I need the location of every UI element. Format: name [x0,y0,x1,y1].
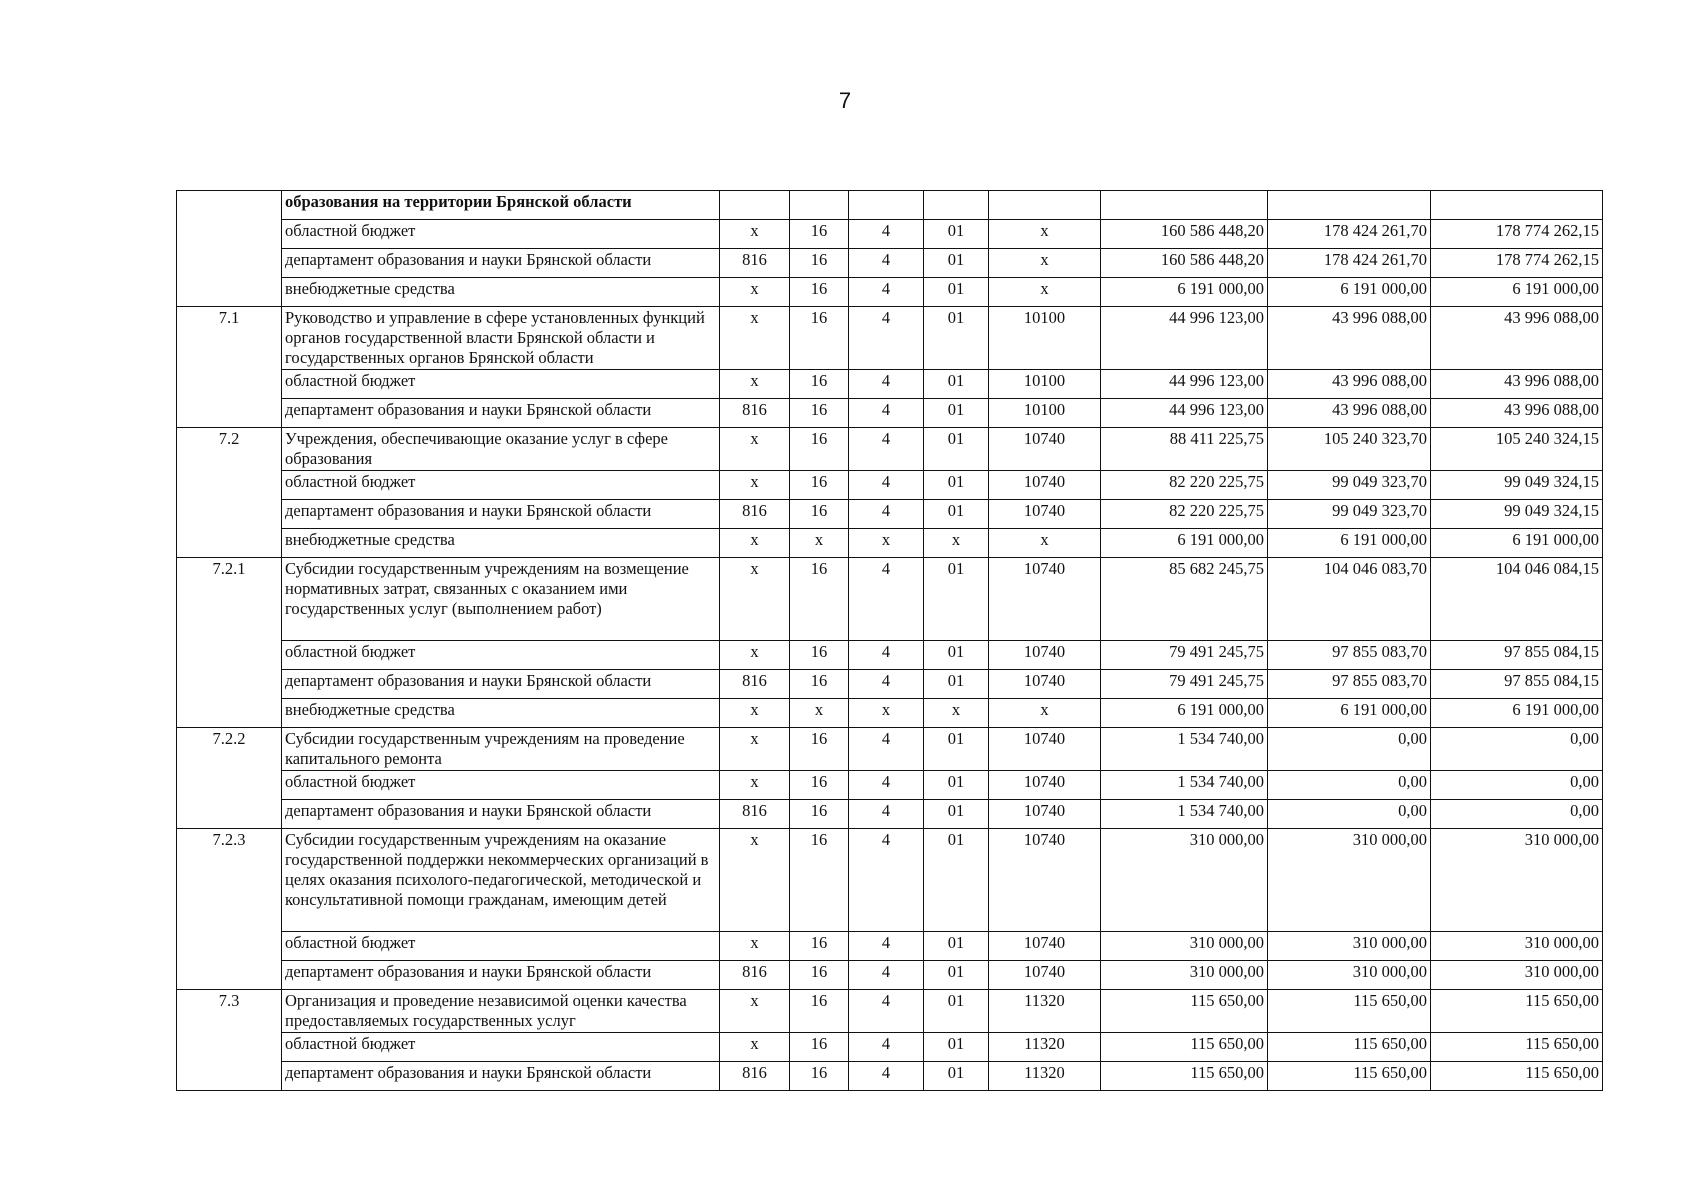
code-direction: х [989,699,1101,728]
code-direction: 10740 [989,728,1101,771]
code-program: 16 [790,500,849,529]
code-subprogram: х [849,699,924,728]
budget-table [176,190,1603,1091]
amount-year-1: 6 191 000,00 [1101,278,1268,307]
code-direction: 10740 [989,932,1101,961]
amount-year-2: 99 049 323,70 [1268,471,1431,500]
code-grbs: х [720,558,790,641]
amount-year-1: 160 586 448,20 [1101,220,1268,249]
code-main-event: 01 [924,961,989,990]
code-program: 16 [790,961,849,990]
amount-year-1: 160 586 448,20 [1101,249,1268,278]
amount-year-3: 99 049 324,15 [1431,500,1603,529]
amount-year-3: 97 855 084,15 [1431,641,1603,670]
code-grbs: х [720,220,790,249]
code-subprogram: 4 [849,932,924,961]
code-subprogram: х [849,529,924,558]
code-program: 16 [790,932,849,961]
amount-year-2: 310 000,00 [1268,932,1431,961]
amount-year-3: 99 049 324,15 [1431,471,1603,500]
code-program: 16 [790,829,849,932]
amount-year-1: 85 682 245,75 [1101,558,1268,641]
amount-year-3: 0,00 [1431,800,1603,829]
amount-year-1: 44 996 123,00 [1101,307,1268,370]
amount-year-1: 79 491 245,75 [1101,670,1268,699]
code-main-event: х [924,699,989,728]
code-subprogram: 4 [849,771,924,800]
code-program: 16 [790,1062,849,1091]
table-row [177,471,1603,500]
amount-year-1: 1 534 740,00 [1101,800,1268,829]
amount-year-3: 115 650,00 [1431,990,1603,1033]
row-title: областной бюджет [282,471,720,500]
table-row [177,932,1603,961]
code-main-event: 01 [924,278,989,307]
code-grbs: х [720,990,790,1033]
code-program: 16 [790,220,849,249]
table-body [177,191,1603,1091]
code-subprogram: 4 [849,428,924,471]
amount-year-1: 1 534 740,00 [1101,771,1268,800]
code-program: 16 [790,990,849,1033]
amount-year-3: 310 000,00 [1431,932,1603,961]
code-subprogram: 4 [849,278,924,307]
row-number: 7.3 [177,990,282,1091]
table-row [177,728,1603,771]
table-row [177,278,1603,307]
amount-year-1: 115 650,00 [1101,1033,1268,1062]
amount-year-2: 43 996 088,00 [1268,370,1431,399]
code-program: 16 [790,249,849,278]
code-direction: х [989,220,1101,249]
row-title: департамент образования и науки Брянской области [282,249,720,278]
code-main-event: 01 [924,728,989,771]
code-subprogram: 4 [849,829,924,932]
code-main-event: 01 [924,771,989,800]
code-subprogram: 4 [849,1033,924,1062]
code-grbs: 816 [720,500,790,529]
amount-year-2: 105 240 323,70 [1268,428,1431,471]
row-number [177,191,282,307]
code-direction: х [989,278,1101,307]
code-direction: 10740 [989,670,1101,699]
code-main-event: 01 [924,670,989,699]
amount-year-3: 115 650,00 [1431,1033,1603,1062]
amount-year-2: 0,00 [1268,728,1431,771]
row-title: Руководство и управление в сфере установленных функций органов государственной власти Брянской области и государственных органов Брянской области [282,307,720,370]
code-main-event: 01 [924,1033,989,1062]
code-grbs: х [720,278,790,307]
code-subprogram: 4 [849,249,924,278]
row-number: 7.2 [177,428,282,558]
code-grbs: х [720,728,790,771]
amount-year-3: 178 774 262,15 [1431,220,1603,249]
table-row [177,529,1603,558]
code-grbs: х [720,699,790,728]
code-program: 16 [790,399,849,428]
row-title: областной бюджет [282,220,720,249]
code-subprogram: 4 [849,399,924,428]
code-direction: 10740 [989,800,1101,829]
row-title: областной бюджет [282,370,720,399]
amount-year-1: 310 000,00 [1101,961,1268,990]
code-main-event: 01 [924,249,989,278]
table-row [177,220,1603,249]
amount-year-3: 310 000,00 [1431,961,1603,990]
code-program: 16 [790,370,849,399]
code-subprogram: 4 [849,990,924,1033]
code-grbs: 816 [720,670,790,699]
code-main-event: 01 [924,558,989,641]
code-program: х [790,529,849,558]
amount-year-3: 43 996 088,00 [1431,307,1603,370]
code-direction: 10100 [989,399,1101,428]
code-grbs: х [720,370,790,399]
row-title: департамент образования и науки Брянской области [282,670,720,699]
amount-year-2: 97 855 083,70 [1268,641,1431,670]
amount-year-2: 115 650,00 [1268,990,1431,1033]
amount-year-2: 99 049 323,70 [1268,500,1431,529]
amount-year-2: 310 000,00 [1268,961,1431,990]
amount-year-3: 310 000,00 [1431,829,1603,932]
amount-year-2: 6 191 000,00 [1268,699,1431,728]
code-program: 16 [790,771,849,800]
amount-year-1: 115 650,00 [1101,1062,1268,1091]
code-grbs: х [720,641,790,670]
code-grbs: х [720,471,790,500]
row-title: Субсидии государственным учреждениям на проведение капитального ремонта [282,728,720,771]
code-main-event: 01 [924,370,989,399]
code-direction: 10740 [989,471,1101,500]
row-title: Организация и проведение независимой оценки качества предоставляемых государственных услуг [282,990,720,1033]
code-main-event: 01 [924,307,989,370]
amount-year-2: 97 855 083,70 [1268,670,1431,699]
code-main-event [924,191,989,220]
code-subprogram: 4 [849,370,924,399]
amount-year-1: 6 191 000,00 [1101,699,1268,728]
code-grbs: 816 [720,1062,790,1091]
amount-year-1: 82 220 225,75 [1101,500,1268,529]
code-subprogram: 4 [849,500,924,529]
row-title: департамент образования и науки Брянской области [282,800,720,829]
amount-year-3: 97 855 084,15 [1431,670,1603,699]
amount-year-2: 104 046 083,70 [1268,558,1431,641]
amount-year-2: 43 996 088,00 [1268,307,1431,370]
code-grbs: х [720,932,790,961]
code-program [790,191,849,220]
code-program: 16 [790,278,849,307]
amount-year-3: 0,00 [1431,771,1603,800]
code-subprogram: 4 [849,558,924,641]
code-program: 16 [790,428,849,471]
row-number: 7.1 [177,307,282,428]
code-subprogram: 4 [849,728,924,771]
row-title: Субсидии государственным учреждениям на оказание государственной поддержки некоммерческих организаций в целях оказания психолого-педагогической, методической и консультативной помощи гражданам, имеющим детей [282,829,720,932]
code-main-event: 01 [924,1062,989,1091]
code-grbs: х [720,428,790,471]
amount-year-1: 310 000,00 [1101,829,1268,932]
row-title: областной бюджет [282,641,720,670]
row-title: внебюджетные средства [282,529,720,558]
code-subprogram: 4 [849,1062,924,1091]
code-program: 16 [790,670,849,699]
table-row [177,307,1603,370]
amount-year-2: 115 650,00 [1268,1062,1431,1091]
amount-year-1: 79 491 245,75 [1101,641,1268,670]
row-title: департамент образования и науки Брянской области [282,1062,720,1091]
amount-year-1: 44 996 123,00 [1101,370,1268,399]
code-grbs: 816 [720,249,790,278]
row-title: областной бюджет [282,932,720,961]
amount-year-2 [1268,191,1431,220]
code-main-event: 01 [924,800,989,829]
code-direction: 10740 [989,641,1101,670]
page-number: 7 [838,88,852,113]
code-subprogram: 4 [849,641,924,670]
amount-year-3: 178 774 262,15 [1431,249,1603,278]
row-number: 7.2.2 [177,728,282,829]
code-program: 16 [790,641,849,670]
amount-year-2: 6 191 000,00 [1268,529,1431,558]
amount-year-2: 310 000,00 [1268,829,1431,932]
row-title: департамент образования и науки Брянской области [282,961,720,990]
code-direction: 10740 [989,428,1101,471]
row-number: 7.2.3 [177,829,282,990]
code-direction: 10100 [989,370,1101,399]
code-subprogram: 4 [849,307,924,370]
row-title: департамент образования и науки Брянской области [282,399,720,428]
code-direction: 10740 [989,829,1101,932]
code-direction: 11320 [989,990,1101,1033]
code-main-event: 01 [924,500,989,529]
table-row [177,800,1603,829]
code-grbs: 816 [720,399,790,428]
amount-year-1: 82 220 225,75 [1101,471,1268,500]
row-title: внебюджетные средства [282,699,720,728]
code-grbs: 816 [720,800,790,829]
code-subprogram: 4 [849,670,924,699]
table-row [177,191,1603,220]
table-row [177,771,1603,800]
row-title: внебюджетные средства [282,278,720,307]
amount-year-3: 6 191 000,00 [1431,699,1603,728]
code-main-event: 01 [924,399,989,428]
amount-year-2: 115 650,00 [1268,1033,1431,1062]
row-number: 7.2.1 [177,558,282,728]
amount-year-3 [1431,191,1603,220]
row-title: департамент образования и науки Брянской области [282,500,720,529]
code-direction: 10740 [989,500,1101,529]
amount-year-3: 43 996 088,00 [1431,370,1603,399]
code-grbs: х [720,307,790,370]
code-grbs: х [720,829,790,932]
table-row [177,829,1603,932]
table-row [177,961,1603,990]
amount-year-1: 88 411 225,75 [1101,428,1268,471]
table-row [177,399,1603,428]
amount-year-2: 0,00 [1268,771,1431,800]
code-direction: х [989,529,1101,558]
amount-year-3: 0,00 [1431,728,1603,771]
code-grbs: 816 [720,961,790,990]
amount-year-3: 43 996 088,00 [1431,399,1603,428]
code-subprogram: 4 [849,220,924,249]
code-main-event: 01 [924,471,989,500]
code-direction: 11320 [989,1033,1101,1062]
code-direction: 10740 [989,961,1101,990]
table-row [177,428,1603,471]
amount-year-3: 6 191 000,00 [1431,529,1603,558]
row-title: образования на территории Брянской области [282,191,720,220]
amount-year-2: 6 191 000,00 [1268,278,1431,307]
code-program: 16 [790,1033,849,1062]
amount-year-1: 310 000,00 [1101,932,1268,961]
code-grbs: х [720,771,790,800]
code-grbs: х [720,529,790,558]
code-direction: 10740 [989,558,1101,641]
row-title: Учреждения, обеспечивающие оказание услуг в сфере образования [282,428,720,471]
code-program: х [790,699,849,728]
amount-year-2: 178 424 261,70 [1268,220,1431,249]
code-main-event: 01 [924,990,989,1033]
code-program: 16 [790,558,849,641]
code-direction: 10100 [989,307,1101,370]
code-program: 16 [790,800,849,829]
code-main-event: 01 [924,932,989,961]
row-title: областной бюджет [282,771,720,800]
table-row [177,699,1603,728]
code-main-event: 01 [924,428,989,471]
table-row [177,1033,1603,1062]
code-main-event: 01 [924,220,989,249]
amount-year-3: 6 191 000,00 [1431,278,1603,307]
code-subprogram: 4 [849,961,924,990]
code-direction: 11320 [989,1062,1101,1091]
code-subprogram [849,191,924,220]
amount-year-2: 43 996 088,00 [1268,399,1431,428]
code-main-event: х [924,529,989,558]
code-grbs [720,191,790,220]
code-program: 16 [790,728,849,771]
row-title: областной бюджет [282,1033,720,1062]
row-title: Субсидии государственным учреждениям на возмещение нормативных затрат, связанных с оказанием ими государственных услуг (выполнением работ) [282,558,720,641]
code-program: 16 [790,471,849,500]
table-row [177,249,1603,278]
code-subprogram: 4 [849,471,924,500]
table-row [177,558,1603,641]
code-main-event: 01 [924,641,989,670]
amount-year-3: 104 046 084,15 [1431,558,1603,641]
table-row [177,990,1603,1033]
code-direction: х [989,249,1101,278]
amount-year-2: 178 424 261,70 [1268,249,1431,278]
code-direction [989,191,1101,220]
amount-year-1: 6 191 000,00 [1101,529,1268,558]
amount-year-1 [1101,191,1268,220]
code-subprogram: 4 [849,800,924,829]
code-grbs: х [720,1033,790,1062]
amount-year-1: 44 996 123,00 [1101,399,1268,428]
table-row [177,370,1603,399]
amount-year-2: 0,00 [1268,800,1431,829]
amount-year-3: 115 650,00 [1431,1062,1603,1091]
table-row [177,1062,1603,1091]
code-main-event: 01 [924,829,989,932]
table-row [177,641,1603,670]
code-direction: 10740 [989,771,1101,800]
amount-year-1: 115 650,00 [1101,990,1268,1033]
amount-year-3: 105 240 324,15 [1431,428,1603,471]
amount-year-1: 1 534 740,00 [1101,728,1268,771]
table-row [177,500,1603,529]
code-program: 16 [790,307,849,370]
table-row [177,670,1603,699]
